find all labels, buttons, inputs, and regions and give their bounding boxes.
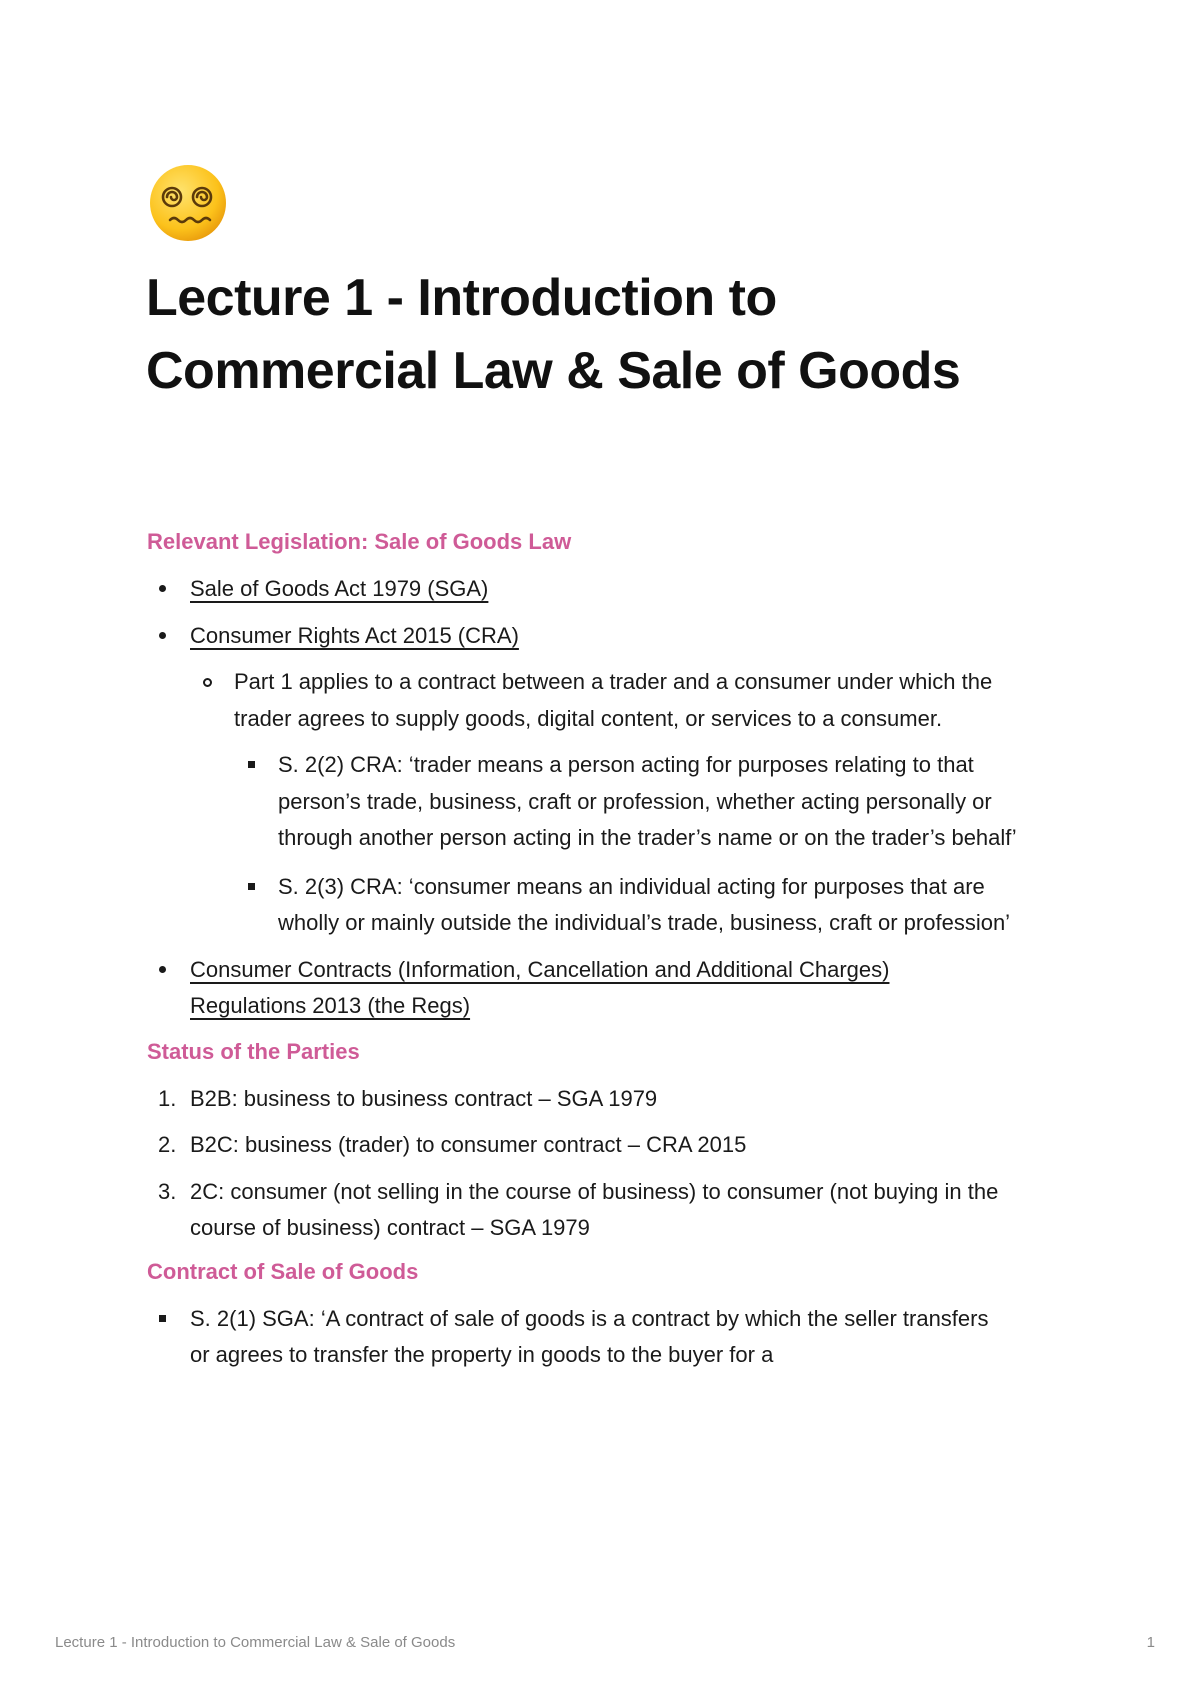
bullet-disc-icon [159,966,166,973]
bullet-disc-icon [159,585,166,592]
contract-list [147,1301,1067,1374]
list-item [147,664,994,737]
list-item [147,747,1038,857]
list-number: 2. [158,1132,177,1157]
dizzy-face-emoji-icon [148,163,228,243]
list-item [147,952,1010,1025]
text-b2b: B2B: business to business contract – SGA 1979 [190,1085,658,1111]
list-item [147,869,1038,942]
text-s2-2: S. 2(2) CRA: ‘trader means a person acting for purposes relating to that person’s trade, business, craft or profession, whether acting personally or through another person acting in the trader’s name or on the trader’s behalf’ [278,752,1017,850]
document-content [147,525,1067,1374]
text-s2-3: S. 2(3) CRA: ‘consumer means an individual acting for purposes that are wholly or mainly outside the individual’s trade, business, craft or profession’ [278,873,1011,935]
text-part1: Part 1 applies to a contract between a trader and a consumer under which the trader agrees to supply goods, digital content, or services to a consumer. [234,669,993,731]
list-item [147,618,1067,655]
link-sga[interactable]: Sale of Goods Act 1979 (SGA) [190,576,489,601]
list-item [147,571,1067,608]
list-number: 3. [158,1178,177,1204]
list-item [147,1127,1067,1164]
section-heading-contract: Contract of Sale of Goods [147,1258,419,1284]
text-s2-1: S. 2(1) SGA: ‘A contract of sale of goods is a contract by which the seller transfers or agrees to transfer the property in goods to the buyer for a [190,1305,989,1367]
footer-title: Lecture 1 - Introduction to Commercial Law & Sale of Goods [55,1634,456,1651]
page-number: 1 [1146,1634,1155,1651]
list-item [147,1081,1067,1118]
text-b2c: B2C: business (trader) to consumer contract – CRA 2015 [190,1132,747,1157]
bullet-circle-icon [203,678,212,687]
bullet-square-icon [248,761,255,768]
section-heading-parties: Status of the Parties [147,1038,360,1064]
list-item [147,1174,1010,1247]
page-title: Lecture 1 - Introduction to Commercial Law & Sale of Goods [146,269,961,400]
list-number: 1. [158,1085,177,1111]
bullet-disc-icon [159,632,166,639]
legislation-list [147,571,1067,1025]
section-heading-legislation: Relevant Legislation: Sale of Goods Law [147,529,572,554]
parties-list [147,1081,1067,1247]
link-regs[interactable]: Consumer Contracts (Information, Cancellation and Additional Charges) Regulations 2013 (the Regs) [190,956,890,1018]
list-item [147,1301,1010,1374]
bullet-square-icon [248,883,255,890]
bullet-square-icon [159,1315,166,1322]
text-2c: 2C: consumer (not selling in the course of business) to consumer (not buying in the course of business) contract – SGA 1979 [190,1178,999,1240]
link-cra[interactable]: Consumer Rights Act 2015 (CRA) [190,622,519,648]
